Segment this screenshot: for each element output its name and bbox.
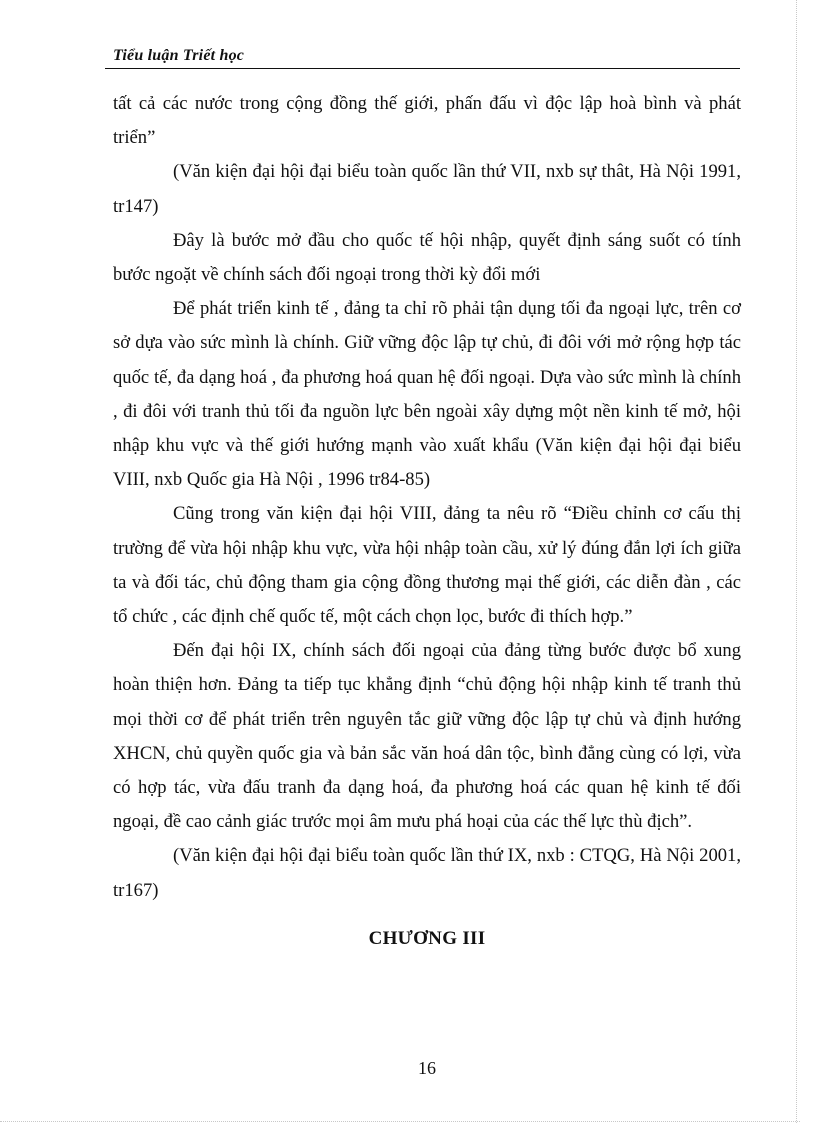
page-header	[105, 44, 740, 69]
paragraph-opening-step: Đây là bước mở đầu cho quốc tế hội nhập, quyết định sáng suốt có tính bước ngoặt về chính sách đối ngoại trong thời kỳ đổi mới	[113, 229, 741, 286]
citation-vii: (Văn kiện đại hội đại biểu toàn quốc lần thứ VII, nxb sự thât, Hà Nội 1991, tr147)	[113, 161, 741, 217]
paragraph-congress-ix: Đến đại hội IX, chính sách đối ngoại của đảng từng bước được bổ xung hoàn thiện hơn. Đảng ta tiếp tục khẳng định “chủ động hội nhập kinh tế tranh thủ mọi thời cơ để phát triển trên nguyên tắc giữ vững độc lập tự chủ và định hướng XHCN, chủ quyền quốc gia và bản sắc văn hoá dân tộc, bình đẳng cùng có lợi, vừa có hợp tác, vừa đấu tranh đa dạng hoá, đa phương hoá các quan hệ kinh tế đối ngoại, đề cao cảnh giác trước mọi âm mưu phá hoại của các thế lực thù địch”.	[113, 640, 741, 833]
paragraph-economic-development: Để phát triển kinh tế , đảng ta chỉ rõ phải tận dụng tối đa ngoại lực, trên cơ sở dựa vào sức mình là chính. Giữ vững độc lập tự chủ, đi đôi với mở rộng hợp tác quốc tế, đa dạng hoá , đa phương hoá quan hệ đối ngoại. Dựa vào sức mình là chính , đi đôi với tranh thủ tối đa nguồn lực bên ngoài xây dựng một nền kinh tế mở, hội nhập khu vực và thế giới hướng mạnh vào xuất khẩu (Văn kiện đại hội đại biểu VIII, nxb Quốc gia Hà Nội , 1996 tr84-85)	[113, 298, 741, 491]
paragraph-congress-viii: Cũng trong văn kiện đại hội VIII, đảng ta nêu rõ “Điều chỉnh cơ cấu thị trường để vừa hội nhập khu vực, vừa hội nhập toàn cầu, xử lý đúng đắn lợi ích giữa ta và đối tác, chủ động tham gia cộng đồng thương mại thế giới, các diễn đàn , các tổ chức , các định chế quốc tế, một cách chọn lọc, bước đi thích hợp.”	[113, 503, 741, 628]
citation-ix: (Văn kiện đại hội đại biểu toàn quốc lần thứ IX, nxb : CTQG, Hà Nội 2001, tr167)	[113, 845, 741, 901]
paragraph-continuation: tất cả các nước trong cộng đồng thế giới, phấn đấu vì độc lập hoà bình và phát triển”	[113, 93, 741, 149]
page-edge-bottom	[0, 1121, 800, 1122]
chapter-heading: CHƯƠNG III	[368, 928, 486, 949]
header-title: Tiểu luận Triết học	[113, 47, 245, 64]
page-number: 16	[418, 1058, 436, 1078]
page-edge-right	[796, 0, 797, 1123]
body-text	[113, 87, 741, 908]
